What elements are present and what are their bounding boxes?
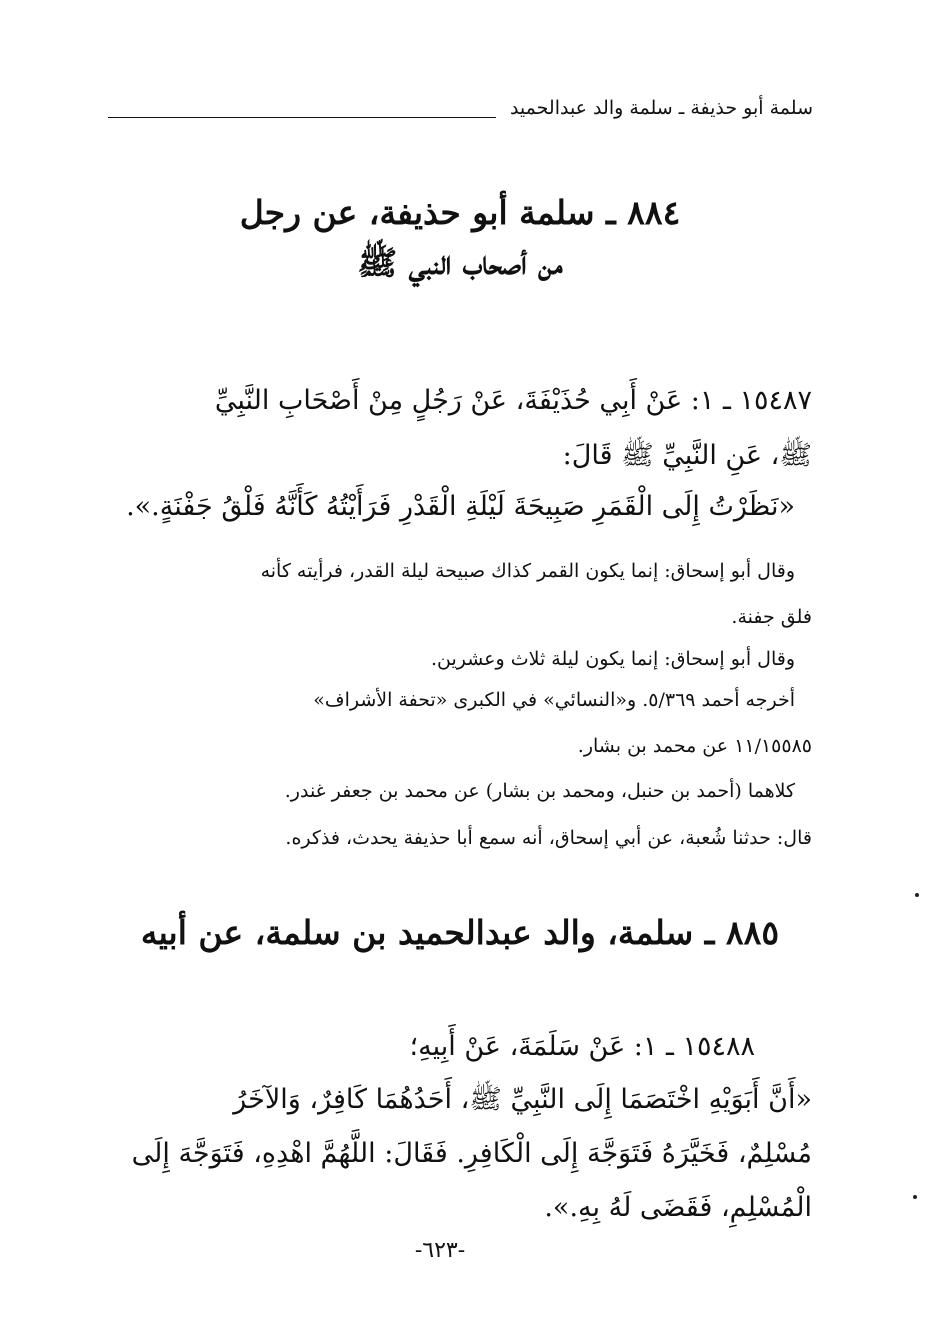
hadith-15488-line-2: «أَنَّ أَبَوَيْهِ اخْتَصَمَا إِلَى النَّبِيِّ ﷺ، أَحَدُهُمَا كَافِرٌ، وَالآخَرُ — [233, 1084, 812, 1115]
running-head — [108, 92, 813, 124]
hadith-15487-line-2: ﷺ، عَنِ النَّبِيِّ ﷺ قَالَ: — [562, 440, 812, 471]
note-line: فلق جفنة. — [731, 606, 812, 628]
chapter-title-884 — [140, 188, 780, 287]
running-head-rule — [108, 117, 496, 118]
scan-speck — [915, 893, 919, 897]
note-line: وقال أبو إسحاق: إنما يكون القمر كذاك صبيحة ليلة القدر، فرأيته كأنه — [260, 560, 795, 582]
chapter-title-884-line2: من أصحاب النبي ﷺ — [357, 242, 563, 282]
note-line: أخرجه أحمد ٥/٣٦٩. و«النسائي» في الكبرى «تحفة الأشراف» — [313, 689, 795, 711]
hadith-15488-line-3: مُسْلِمٌ، فَخَيَّرَهُ فَتَوَجَّهَ إِلَى الْكَافِرِ. فَقَالَ: اللَّهُمَّ اهْدِهِ، فَتَوَجَّهَ إِلَى — [131, 1138, 812, 1169]
running-head-text: سلمة أبو حذيفة ـ سلمة والد عبدالحميد — [509, 97, 813, 119]
hadith-15487-line-3: «نَظَرْتُ إِلَى الْقَمَرِ صَبِيحَةَ لَيْلَةِ الْقَدْرِ فَرَأَيْتُهُ كَأَنَّهُ فَلْقُ جَفْنَةٍ.». — [126, 491, 795, 522]
chapter-title-884-line1: ٨٨٤ ـ سلمة أبو حذيفة، عن رجل — [239, 193, 681, 232]
chapter-title-885 — [140, 908, 780, 958]
page-number: -٦٢٣- — [414, 1238, 466, 1263]
hadith-15487-line-1: ١٥٤٨٧ ـ ١: عَنْ أَبِي حُذَيْفَةَ، عَنْ رَجُلٍ مِنْ أَصْحَابِ النَّبِيِّ — [214, 385, 812, 416]
hadith-15488-line-1: ١٥٤٨٨ ـ ١: عَنْ سَلَمَةَ، عَنْ أَبِيهِ؛ — [409, 1031, 755, 1062]
note-line: قال: حدثنا شُعبة، عن أبي إسحاق، أنه سمع أبا حذيفة يحدث، فذكره. — [285, 827, 812, 849]
hadith-15488-line-4: الْمُسْلِمِ، فَقَضَى لَهُ بِهِ.». — [544, 1192, 812, 1223]
note-line: وقال أبو إسحاق: إنما يكون ليلة ثلاث وعشرين. — [430, 648, 795, 670]
chapter-title-885-line1: ٨٨٥ ـ سلمة، والد عبدالحميد بن سلمة، عن أبيه — [140, 913, 780, 952]
note-line: ١١/١٥٥٨٥ عن محمد بن بشار. — [577, 735, 812, 757]
scan-speck — [913, 1195, 917, 1199]
note-line: كلاهما (أحمد بن حنبل، ومحمد بن بشار) عن محمد بن جعفر غندر. — [284, 780, 795, 802]
